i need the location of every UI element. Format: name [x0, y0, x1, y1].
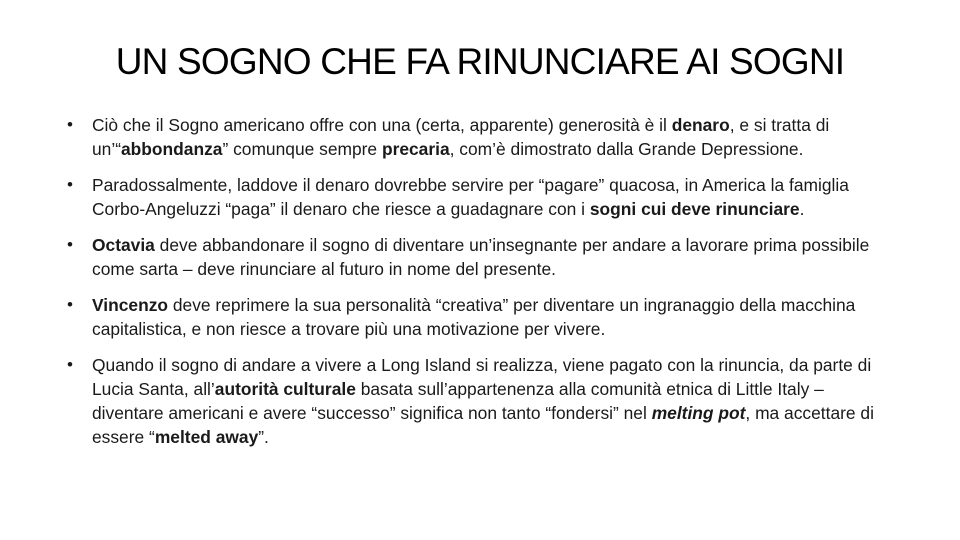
bold-text: abbondanza — [121, 139, 223, 159]
bullet-text: , ma accettare di essere “ — [92, 403, 874, 447]
bullet-marker: • — [67, 295, 73, 314]
bullet-text: Quando il sogno di andare a vivere a Long Island si realizza, viene pagato con la rinuncia, da parte di Lucia Santa, all’ — [92, 355, 872, 399]
bullet-text: ”. — [258, 427, 269, 447]
bold-text: Vincenzo — [92, 295, 169, 315]
bullet-marker: • — [67, 115, 73, 134]
emphasis-text: melting pot — [651, 403, 746, 423]
bullet-text: Ciò che il Sogno americano offre con una (certa, apparente) generosità è il — [92, 115, 672, 135]
bullet-text: deve abbandonare il sogno di diventare un’insegnante per andare a lavorare prima possibile come sarta – deve rinunciare al futuro in nome del presente. — [92, 235, 870, 279]
bullet-text: deve reprimere la sua personalità “creativa” per diventare un ingranaggio della macchina capitalistica, e non riesce a trovare più una motivazione per vivere. — [92, 295, 856, 339]
bullet-text: . — [799, 199, 805, 219]
bullet-marker: • — [67, 235, 73, 254]
bullet-marker: • — [67, 355, 73, 374]
bullet-item — [66, 293, 896, 341]
bullet-text: basata sull’appartenenza alla comunità etnica di Little Italy – diventare americani e avere “successo” significa non tanto “fondersi” nel — [92, 379, 824, 423]
bullet-marker: • — [67, 175, 73, 194]
bullet-text: , com’è dimostrato dalla Grande Depressione. — [449, 139, 804, 159]
bold-text: precaria — [381, 139, 450, 159]
bullet-text: , e si tratta di un’“ — [92, 115, 830, 159]
bullet-text: Paradossalmente, laddove il denaro dovrebbe servire per “pagare” quacosa, in America la famiglia Corbo-Angeluzzi “paga” il denaro che riesce a guadagnare con i — [92, 175, 849, 219]
bold-text: Octavia — [92, 235, 155, 255]
bullet-item — [66, 353, 896, 449]
bold-text: autorità culturale — [214, 379, 356, 399]
bullet-item — [66, 113, 896, 161]
bold-text: melted away — [154, 427, 259, 447]
bold-text: denaro — [671, 115, 730, 135]
bullet-list — [66, 113, 896, 461]
slide-title: UN SOGNO CHE FA RINUNCIARE AI SOGNI — [115, 41, 845, 82]
bullet-text: ” comunque sempre — [222, 139, 382, 159]
bullet-item — [66, 233, 896, 281]
bullet-item — [66, 173, 896, 221]
bold-italic-text — [652, 403, 746, 423]
bold-text: sogni cui deve rinunciare — [589, 199, 800, 219]
